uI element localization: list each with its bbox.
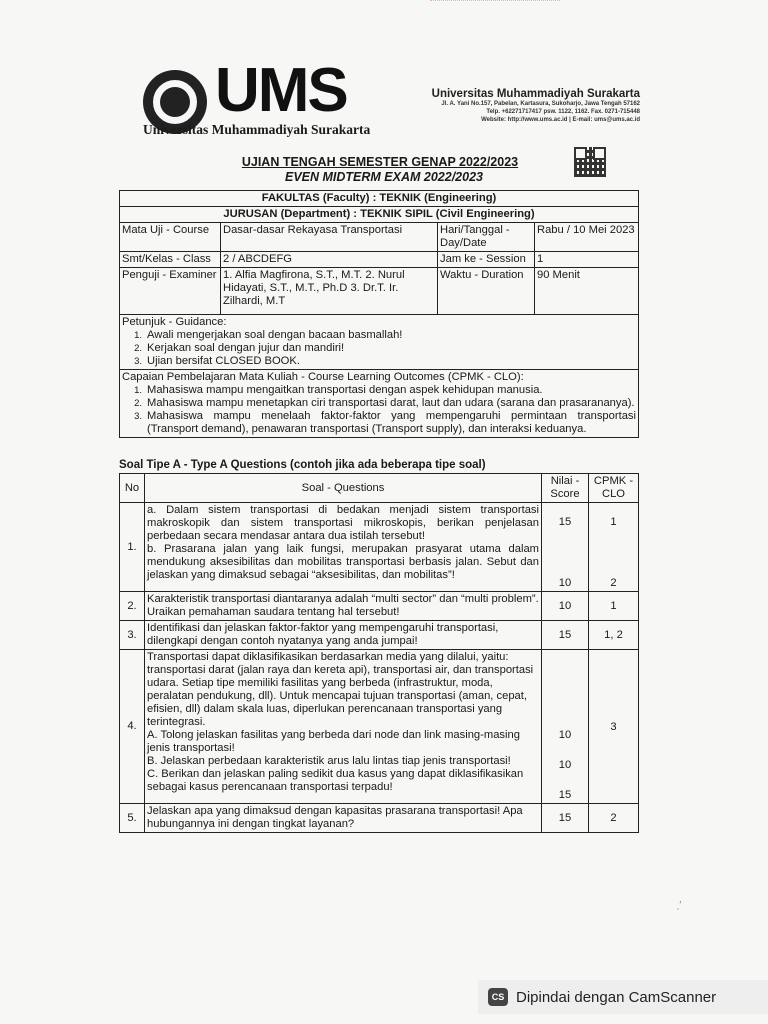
guidance-list bbox=[122, 329, 636, 368]
class-label: Smt/Kelas - Class bbox=[120, 252, 221, 268]
questions-table bbox=[119, 473, 639, 833]
course-label: Mata Uji - Course bbox=[120, 223, 221, 252]
outcomes-block bbox=[120, 370, 639, 438]
question-text bbox=[145, 650, 542, 804]
guidance-item: 1. Awali mengerjakan soal dengan bacaan basmallah! bbox=[134, 329, 403, 341]
address-line: Jl. A. Yani No.157, Pabelan, Kartasura, Sukoharjo, Jawa Tengah 57162 bbox=[441, 101, 640, 107]
question-sub: B. Jelaskan perbedaan karakteristik arus lalu lintas tiap jenis transportasi! bbox=[147, 755, 511, 767]
session-label: Jam ke - Session bbox=[438, 252, 535, 268]
col-soal-header: Soal - Questions bbox=[145, 474, 542, 503]
question-score: 15 10 bbox=[542, 503, 589, 592]
guidance-label: Petunjuk - Guidance: bbox=[122, 316, 227, 328]
question-sub: C. Berikan dan jelaskan paling sedikit dua kasus yang dapat diklasifikasikan sebagai kasus perencanaan transportasi terpadu! bbox=[147, 768, 524, 793]
question-intro: Transportasi dapat diklasifikasikan berdasarkan media yang dilalui, yaitu: transportasi darat (jalan raya dan kereta api), transportasi air, dan transportasi udara. Setiap tipe memiliki fasilitas yang berbeda (infrastruktur, moda, peralatan pendukung, dll). Untuk mencapai tujuan transportasi (aman, cepat, efisien, dll) dalam skala luas, diperlukan perencanaan transportasi yang terintegrasi. bbox=[147, 651, 534, 728]
question-clo: 2 bbox=[589, 804, 639, 833]
question-score: 15 bbox=[542, 621, 589, 650]
question-part: a. Dalam sistem transportasi di bedakan menjadi sistem transportasi makroskopik dan sistem transportasi mikroskopis, berikan penjelasan perbedaan secara mendasar antara dua istilah tersebut! bbox=[147, 504, 539, 542]
examiner-value: 1. Alfia Magfirona, S.T., M.T. 2. Nurul Hidayati, S.T., M.T., Ph.D 3. Dr.T. Ir. Zilhardi, M.T bbox=[221, 268, 438, 315]
university-name: Universitas Muhammadiyah Surakarta bbox=[431, 88, 640, 100]
table-row bbox=[120, 503, 639, 592]
section-title: Soal Tipe A - Type A Questions (contoh jika ada beberapa tipe soal) bbox=[119, 459, 486, 471]
outcome-item: 3. Mahasiswa mampu menelaah faktor-faktor yang mempengaruhi permintaan transportasi (Transport demand), penawaran transportasi (Transport supply), dan interaksi keduanya. bbox=[134, 410, 636, 435]
day-value: Rabu / 10 Mei 2023 bbox=[535, 223, 639, 252]
question-no: 1. bbox=[120, 503, 145, 592]
guidance-block bbox=[120, 315, 639, 370]
exam-title-id: UJIAN TENGAH SEMESTER GENAP 2022/2023 bbox=[241, 155, 519, 169]
website-line: Website: http://www.ums.ac.id | E-mail: ums@ums.ac.id bbox=[481, 117, 640, 123]
class-value: 2 / ABCDEFG bbox=[221, 252, 438, 268]
col-clo-header: CPMK - CLO bbox=[589, 474, 639, 503]
table-row bbox=[120, 650, 639, 804]
outcome-item: 1. Mahasiswa mampu mengaitkan transportasi dengan aspek kehidupan manusia. bbox=[134, 384, 543, 396]
question-clo: 1 2 bbox=[589, 503, 639, 592]
logo-text: UMS bbox=[215, 56, 347, 125]
question-text: Identifikasi dan jelaskan faktor-faktor yang mempengaruhi transportasi, dilengkapi dengan contoh nyatanya yang anda jumpai! bbox=[145, 621, 542, 650]
col-no-header: No bbox=[120, 474, 145, 503]
table-row bbox=[120, 592, 639, 621]
scan-artifact: ˏ′ bbox=[676, 900, 682, 911]
question-text: Karakteristik transportasi diantaranya adalah “multi sector” dan “multi problem”. Uraikan pemahaman saudara tentang hal tersebut! bbox=[145, 592, 542, 621]
camscanner-watermark bbox=[478, 980, 768, 1014]
day-label: Hari/Tanggal - Day/Date bbox=[438, 223, 535, 252]
question-score: 15 bbox=[542, 804, 589, 833]
outcomes-list bbox=[122, 384, 636, 436]
question-clo: 1, 2 bbox=[589, 621, 639, 650]
scan-mark bbox=[430, 0, 560, 5]
session-value: 1 bbox=[535, 252, 639, 268]
course-value: Dasar-dasar Rekayasa Transportasi bbox=[221, 223, 438, 252]
question-score: 10 10 15 bbox=[542, 650, 589, 804]
question-no: 4. bbox=[120, 650, 145, 804]
department-row: JURUSAN (Department) : TEKNIK SIPIL (Civil Engineering) bbox=[120, 207, 639, 223]
outcomes-label: Capaian Pembelajaran Mata Kuliah - Course Learning Outcomes (CPMK - CLO): bbox=[122, 371, 524, 383]
faculty-row: FAKULTAS (Faculty) : TEKNIK (Engineering) bbox=[120, 191, 639, 207]
duration-value: 90 Menit bbox=[535, 268, 639, 315]
guidance-item: 2. Kerjakan soal dengan jujur dan mandiri! bbox=[134, 342, 345, 354]
university-info bbox=[380, 88, 640, 124]
col-score-header: Nilai - Score bbox=[542, 474, 589, 503]
question-no: 2. bbox=[120, 592, 145, 621]
guidance-item: 3. Ujian bersifat CLOSED BOOK. bbox=[134, 355, 300, 367]
ums-logo bbox=[143, 56, 373, 140]
question-sub: A. Tolong jelaskan fasilitas yang berbeda dari node dan link masing-masing jenis transportasi! bbox=[147, 729, 520, 754]
duration-label: Waktu - Duration bbox=[438, 268, 535, 315]
logo-subtitle: Universitas Muhammadiyah Surakarta bbox=[143, 122, 371, 137]
camscanner-text: Dipindai dengan CamScanner bbox=[516, 988, 717, 1006]
table-row bbox=[120, 804, 639, 833]
outcome-item: 2. Mahasiswa mampu menetapkan ciri transportasi darat, laut dan udara (sarana dan prasarananya). bbox=[134, 397, 635, 409]
question-score: 10 bbox=[542, 592, 589, 621]
question-part: b. Prasarana jalan yang laik fungsi, merupakan prasyarat utama dalam mendukung aksesibilitas dan mobilitas transportasi berbasis jalan. Sebut dan jelaskan yang dimaksud sebagai “aksesibilitas, dan mobilitas”! bbox=[147, 543, 539, 581]
camscanner-icon: CS bbox=[488, 988, 508, 1006]
question-text bbox=[145, 503, 542, 592]
exam-info-table bbox=[119, 190, 639, 438]
question-no: 5. bbox=[120, 804, 145, 833]
table-row bbox=[120, 621, 639, 650]
question-clo: 3 bbox=[589, 650, 639, 804]
question-text: Jelaskan apa yang dimaksud dengan kapasitas prasarana transportasi! Apa hubungannya ini dengan tingkat layanan? bbox=[145, 804, 542, 833]
phone-line: Telp. +62271717417 psw. 1122, 1162. Fax. 0271-715448 bbox=[486, 109, 640, 115]
question-no: 3. bbox=[120, 621, 145, 650]
question-clo: 1 bbox=[589, 592, 639, 621]
examiner-label: Penguji - Examiner bbox=[120, 268, 221, 315]
exam-title-en: EVEN MIDTERM EXAM 2022/2023 bbox=[285, 170, 483, 184]
